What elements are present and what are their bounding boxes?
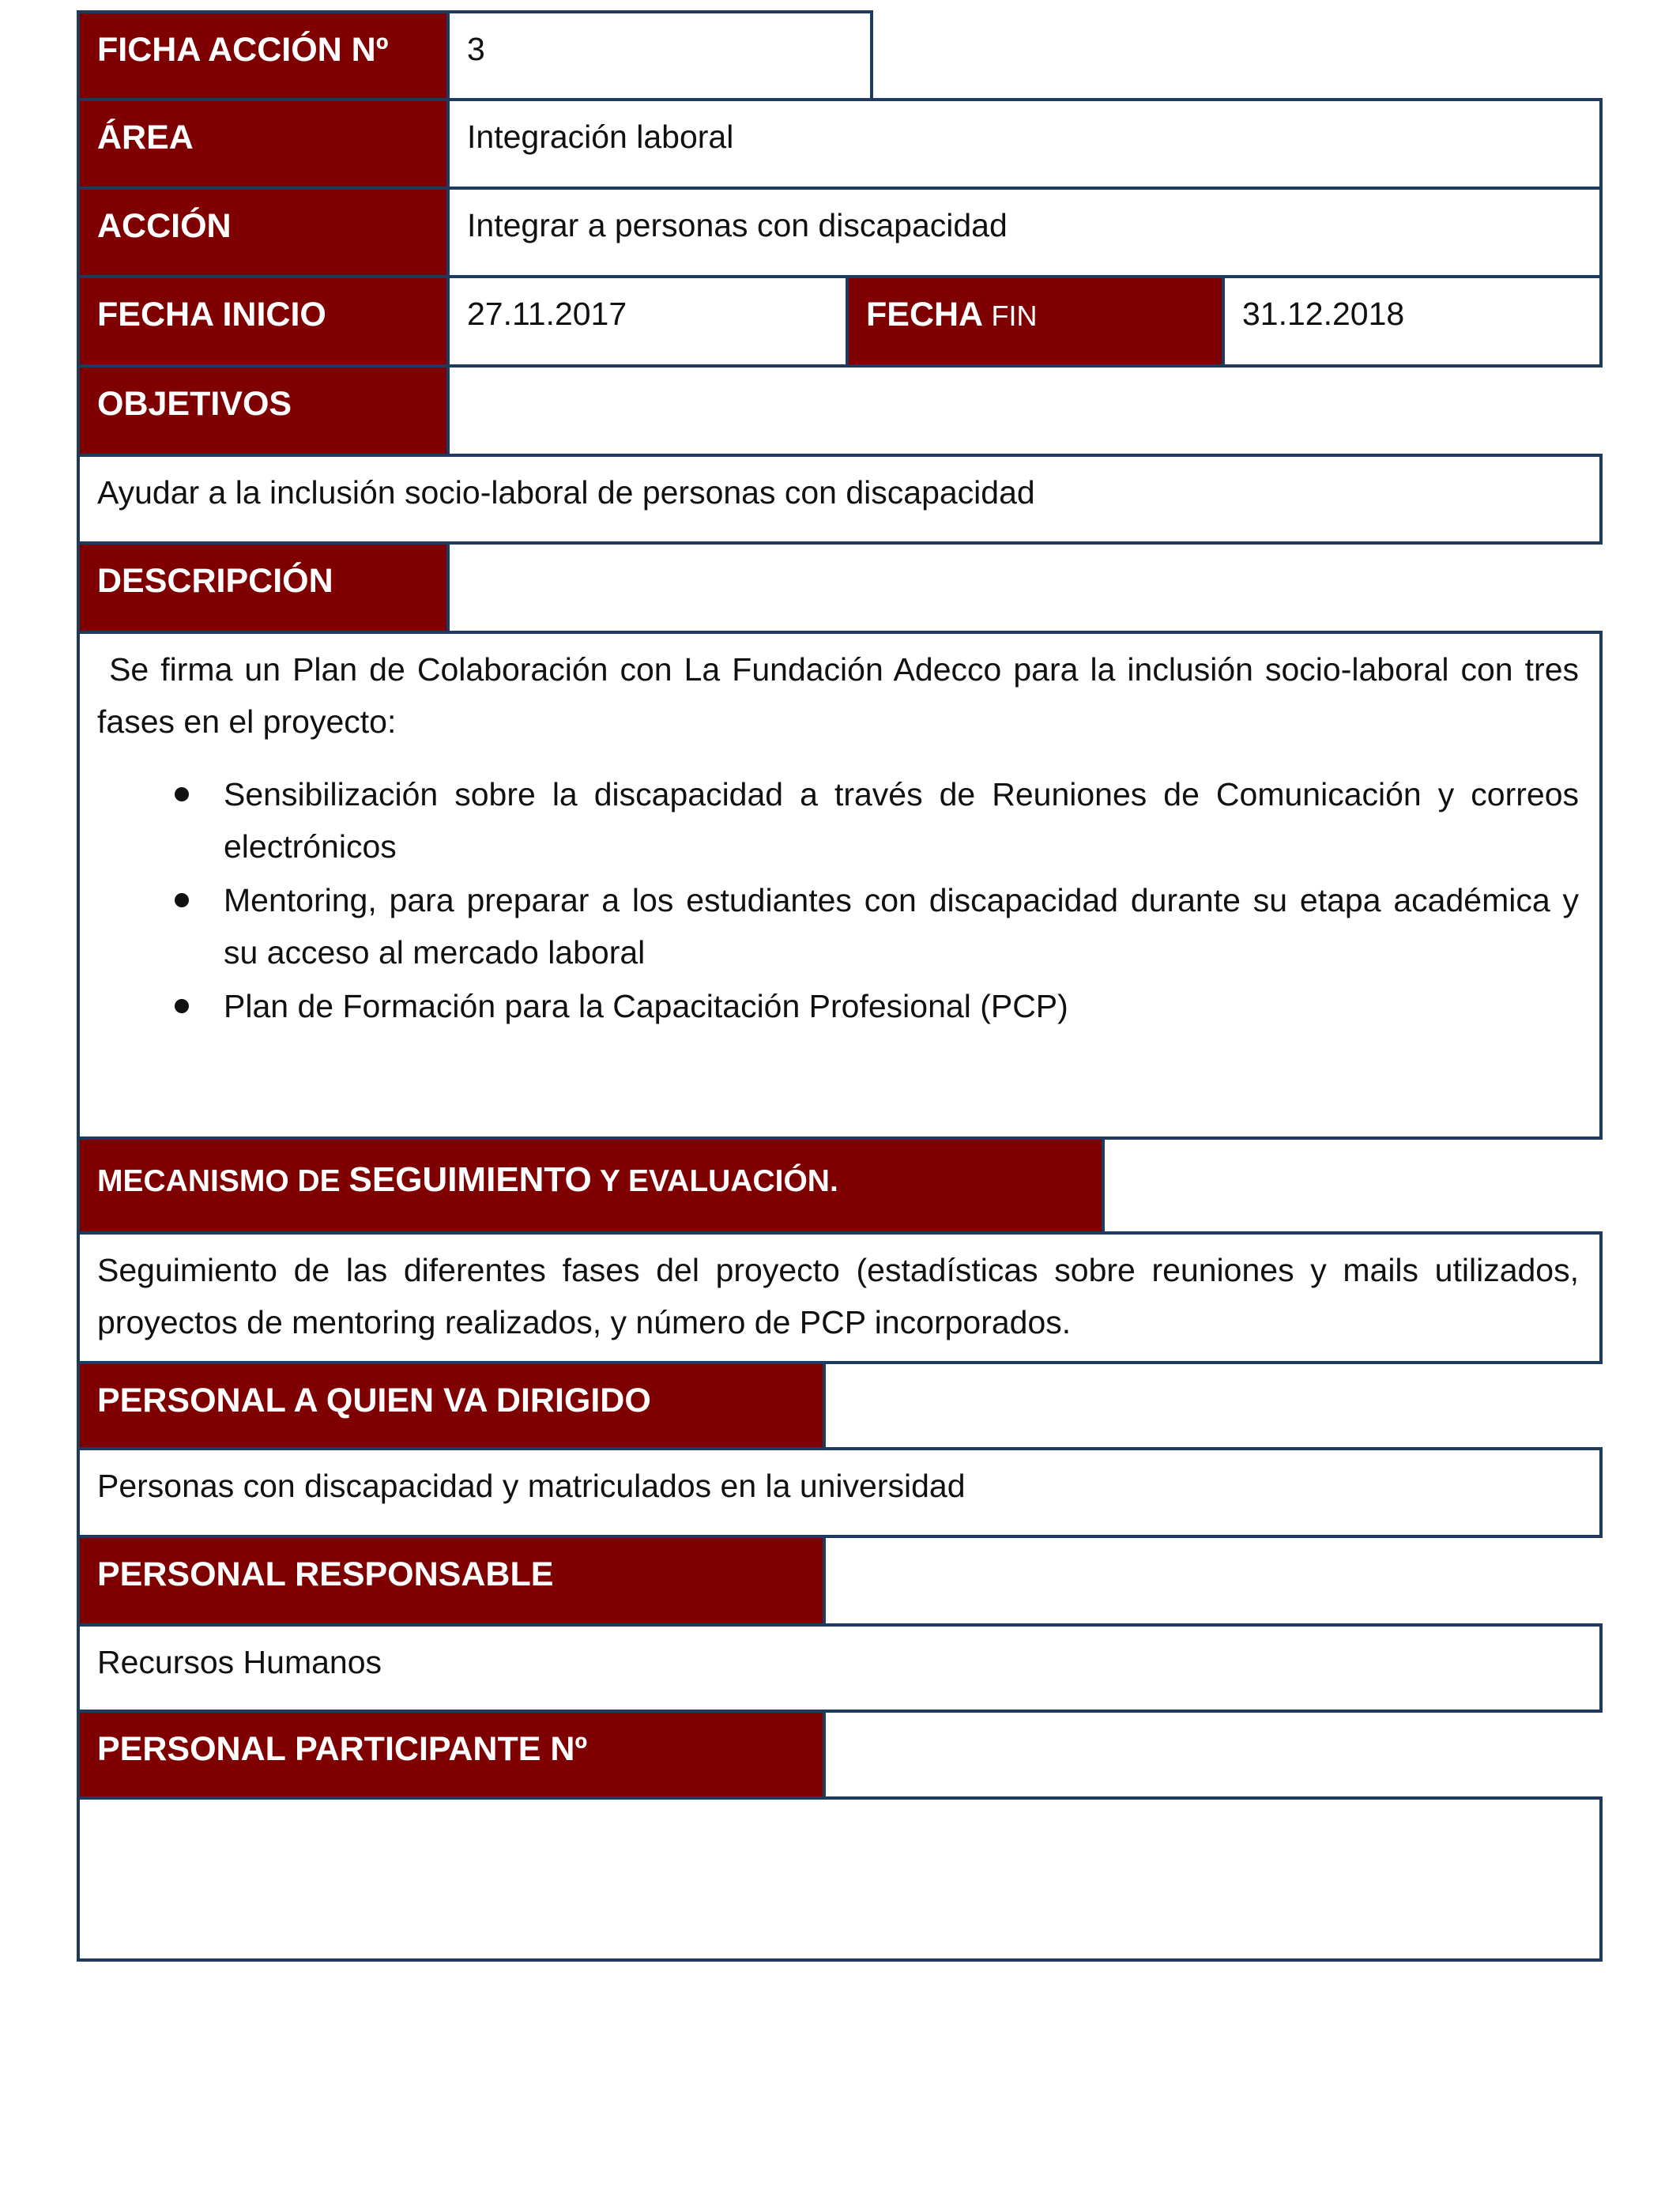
fecha-fin-label [846, 275, 1225, 368]
mecanismo-text: Seguimiento de las diferentes fases del proyecto (estadísticas sobre reuniones y mails utilizados, proyectos de mentoring realizados, y número de PCP incorporados. [77, 1231, 1603, 1364]
bullet-icon [175, 999, 189, 1013]
bullet-icon [175, 893, 189, 907]
accion-value: Integrar a personas con discapacidad [446, 187, 1603, 278]
list-item [97, 768, 1579, 873]
personal-participante-label: PERSONAL PARTICIPANTE Nº [77, 1710, 826, 1800]
mecanismo-label-a: MECANISMO DE [97, 1164, 349, 1198]
objetivos-label: OBJETIVOS [77, 364, 450, 457]
personal-dirigido-text: Personas con discapacidad y matriculados en la universidad [77, 1447, 1603, 1538]
personal-dirigido-label: PERSONAL A QUIEN VA DIRIGIDO [77, 1361, 826, 1450]
mecanismo-label-c: Y EVALUACIÓN. [591, 1164, 838, 1198]
descripcion-intro: Se firma un Plan de Colaboración con La Fundación Adecco para la inclusión socio-laboral con tres fases en el proyecto: [97, 651, 1588, 740]
descripcion-label: DESCRIPCIÓN [77, 541, 450, 634]
bullet-icon [175, 787, 189, 801]
personal-responsable-label: PERSONAL RESPONSABLE [77, 1535, 826, 1627]
bullet-text: Mentoring, para preparar a los estudiantes con discapacidad durante su etapa académica y su acceso al mercado laboral [224, 882, 1579, 971]
descripcion-bullet-list [97, 768, 1579, 1032]
fecha-inicio-label: FECHA INICIO [77, 275, 450, 368]
list-item [97, 980, 1579, 1032]
list-item [97, 874, 1579, 978]
objetivos-text: Ayudar a la inclusión socio-laboral de personas con discapacidad [77, 454, 1603, 545]
bullet-text: Sensibilización sobre la discapacidad a través de Reuniones de Comunicación y correos electrónicos [224, 776, 1579, 865]
fecha-fin-label-small: FIN [991, 300, 1038, 332]
descripcion-body [77, 631, 1603, 1140]
fecha-inicio-value: 27.11.2017 [446, 275, 849, 368]
fecha-fin-value: 31.12.2018 [1222, 275, 1603, 368]
ficha-accion-label: FICHA ACCIÓN Nº [77, 10, 450, 101]
personal-participante-text [77, 1796, 1603, 1962]
area-label: ÁREA [77, 98, 450, 190]
area-value: Integración laboral [446, 98, 1603, 190]
mecanismo-label [77, 1137, 1105, 1235]
ficha-accion-value: 3 [446, 10, 873, 101]
bullet-text: Plan de Formación para la Capacitación Profesional (PCP) [224, 988, 1068, 1024]
personal-responsable-text: Recursos Humanos [77, 1623, 1603, 1713]
accion-label: ACCIÓN [77, 187, 450, 278]
mecanismo-label-b: SEGUIMIENTO [348, 1160, 592, 1199]
fecha-fin-label-bold: FECHA [866, 296, 982, 334]
